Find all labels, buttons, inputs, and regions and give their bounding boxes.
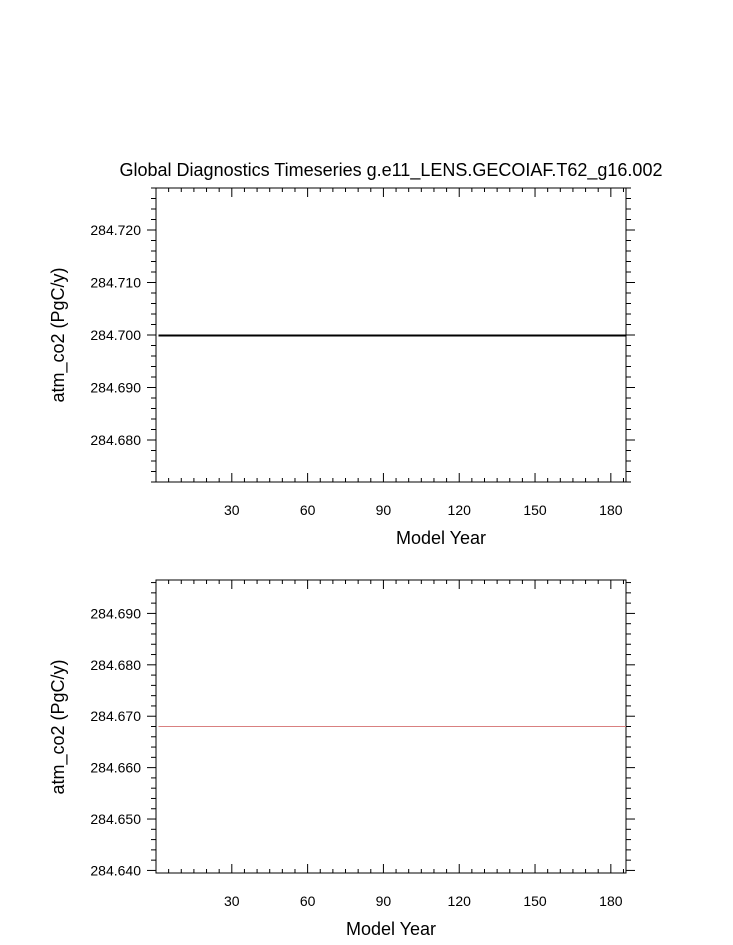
x-tick-label: 150 — [523, 502, 547, 518]
y-tick-label: 284.690 — [90, 379, 141, 396]
x-tick-label: 180 — [599, 893, 623, 909]
y-axis-label: atm_co2 (PgC/y) — [48, 659, 68, 795]
x-tick-label: 90 — [375, 893, 392, 909]
y-tick-label: 284.710 — [90, 274, 141, 291]
y-tick-label: 284.660 — [90, 759, 141, 776]
y-tick-label: 284.720 — [90, 222, 141, 238]
x-axis-label: Model Year — [345, 919, 437, 939]
y-tick-label: 284.640 — [90, 862, 141, 879]
bottom-panel — [48, 580, 635, 939]
y-tick-label: 284.700 — [90, 327, 141, 343]
x-tick-label: 90 — [375, 502, 392, 518]
x-tick-label: 30 — [224, 502, 240, 518]
y-tick-label: 284.670 — [90, 708, 141, 725]
top-panel — [48, 160, 662, 548]
y-axis-label: atm_co2 (PgC/y) — [48, 267, 68, 403]
x-tick-label: 180 — [599, 502, 623, 518]
y-tick-label: 284.680 — [90, 432, 141, 448]
x-tick-label: 120 — [447, 502, 471, 518]
x-tick-label: 60 — [299, 893, 316, 909]
x-tick-label: 120 — [447, 893, 471, 909]
y-tick-label: 284.650 — [90, 811, 141, 828]
chart-title: Global Diagnostics Timeseries g.e11_LENS.GECOIAF.T62_g16.002 — [119, 160, 663, 180]
x-tick-label: 30 — [224, 893, 240, 909]
x-tick-label: 60 — [299, 502, 316, 518]
x-tick-label: 150 — [523, 893, 547, 909]
y-tick-label: 284.690 — [90, 605, 141, 622]
y-tick-label: 284.680 — [90, 656, 141, 673]
x-axis-label: Model Year — [395, 528, 487, 548]
